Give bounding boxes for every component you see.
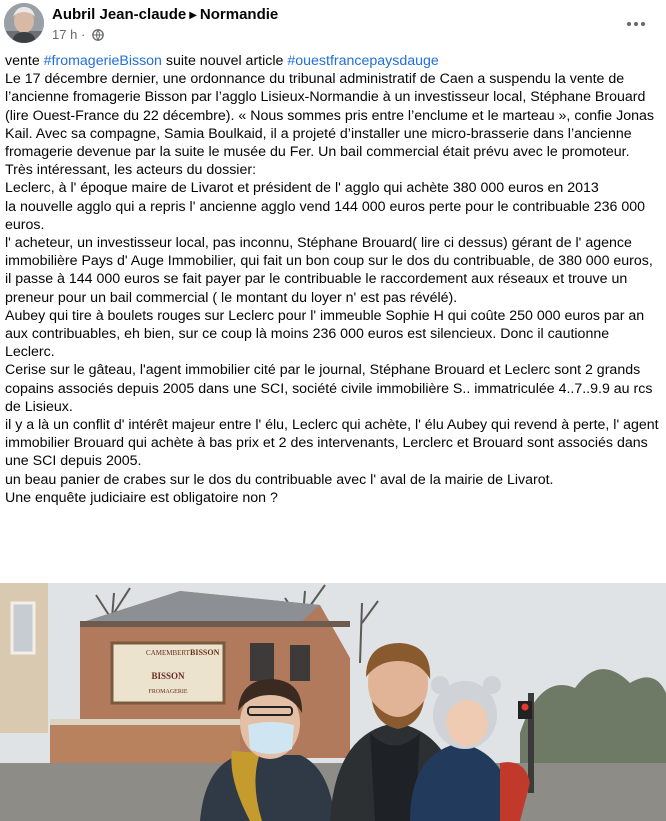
post-paragraph: il y a là un conflit d' intérêt majeur entre l' élu, Leclerc qui achète, l' élu Aubey qui revend à perte, l' agent immobilier Brouard qui achète à bas prix et 2 des intervenants, Lerclerc et Brouard sont associés dans une SCI depuis 2005. (5, 417, 659, 470)
post-paragraph: Leclerc, à l' époque maire de Livarot et président de l' agglo qui achète 380 000 euros en 2013 (5, 180, 599, 197)
triangle-right-icon: ▶ (189, 10, 197, 21)
sign-line-2: BISSON (190, 648, 220, 657)
post-photo[interactable] (0, 583, 666, 821)
intro-prefix: vente (5, 53, 44, 69)
post-paragraph: l' acheteur, un investisseur local, pas inconnu, Stéphane Brouard( lire ci dessus) gérant de l' agence immobilière Pays d' Auge Immobilier, qui fait un bon coup sur le dos du contribuable, de 380 000 euros, il passe à 144 000 euros se fait payer par le contribuable le raccordement aux réseaux et trouve un preneur pour un bail commercial ( le montant du loyer n' est pas révélé). (5, 235, 653, 306)
sign-line-4: FROMAGERIE (148, 689, 188, 695)
post-paragraph: Le 17 décembre dernier, une ordonnance du tribunal administratif de Caen a suspendu la vente de l’ancienne fromagerie Bisson par l’agglo Lisieux-Normandie à un investisseur local, Stéphane Brouard (lire Ouest-France du 22 décembre). « Nous sommes pris entre l’enclume et le marteau », confie Jonas Kail. Avec sa compagne, Samia Boulkaid, il a projeté d’installer une micro-brasserie dans l’ancienne fromagerie devenue par la suite le musée du Fer. Un bail commercial était prévu avec le promoteur. (5, 71, 654, 161)
meta-separator: · (80, 27, 86, 42)
author-avatar[interactable] (4, 3, 44, 43)
more-options-button[interactable] (624, 12, 648, 32)
hashtag-ouestfrancepaysdauge[interactable]: #ouestfrancepaysdauge (287, 53, 439, 69)
group-name[interactable]: Normandie (199, 6, 279, 23)
post-time[interactable]: 17 h (52, 27, 78, 42)
post-header (0, 0, 666, 52)
post-meta (52, 27, 104, 44)
author-name[interactable]: Aubril Jean-claude (52, 6, 187, 23)
post-paragraph: la nouvelle agglo qui a repris l' ancienne agglo vend 144 000 euros perte pour le contribuable 236 000 euros. (5, 198, 646, 233)
avatar-image (4, 3, 44, 43)
intro-middle: suite nouvel article (161, 53, 288, 69)
post-paragraph: un beau panier de crabes sur le dos du contribuable avec l' aval de la mairie de Livarot. (5, 471, 554, 488)
hashtag-fromageriebisson[interactable]: #fromagerieBisson (43, 53, 162, 69)
post-paragraph: Très intéressant, les acteurs du dossier: (5, 162, 257, 179)
more-horizontal-icon (626, 13, 647, 31)
post-paragraph: Aubey qui tire à boulets rouges sur Leclerc pour l' immeuble Sophie H qui coûte 250 000 euros par an aux contribuables, eh bien, sur ce coup là moins 236 000 euros est silencieux. Donc il cautionne Leclerc. (5, 307, 645, 361)
post-body (5, 52, 661, 507)
photo-illustration (0, 583, 666, 821)
sign-line-1: CAMEMBERT (146, 649, 190, 657)
author-line (52, 6, 278, 23)
post-intro-line (5, 52, 661, 70)
sign-line-3: BISSON (151, 671, 185, 681)
globe-icon (92, 29, 104, 44)
post-paragraph: Une enquête judiciaire est obligatoire non ? (5, 489, 278, 506)
post-paragraph: Cerise sur le gâteau, l'agent immobilier cité par le journal, Stéphane Brouard et Leclerc sont 2 grands copains associés depuis 2005 dans une SCI, société civile immobilière S.. immatriculée 4..7..9.9 au rcs de Lisieux. (5, 362, 653, 415)
